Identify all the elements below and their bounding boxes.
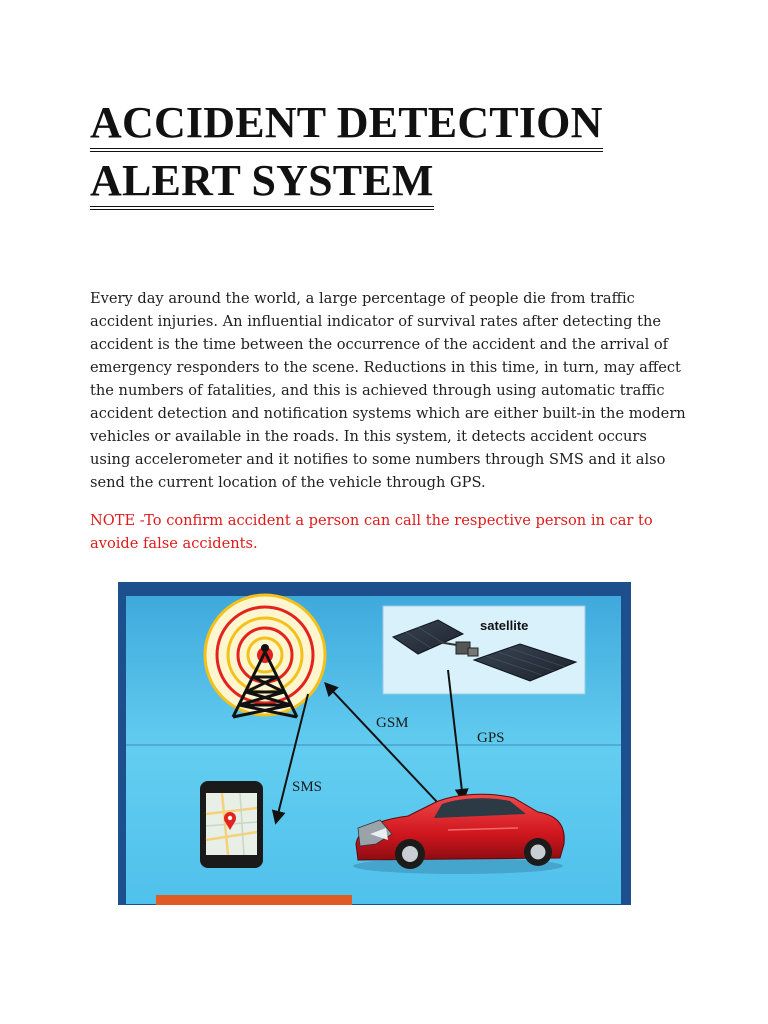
note-paragraph: NOTE -To confirm accident a person can call the respective person in car to avoide false accidents. <box>90 512 653 552</box>
page-title <box>90 94 730 210</box>
system-diagram <box>118 582 631 905</box>
phone-icon <box>200 781 263 868</box>
sms-label: SMS <box>292 779 323 795</box>
body-paragraph: Every day around the world, a large percentage of people die from traffic accident injuries. An influential indicator of survival rates after detecting the accident is the time between the occurrence of the accident and the arrival of emergency responders to the scene. Reductions in this time, in turn, may affect the numbers of fatalities, and this is achieved through using automatic traffic accident detection and notification systems which are either built-in the modern vehicles or available in the roads. In this system, it detects accident occurs using accelerometer and it notifies to some numbers through SMS and it also send the current location of the vehicle through GPS. <box>90 290 686 491</box>
title-line-2: ALERT SYSTEM <box>90 156 434 210</box>
satellite-icon <box>383 606 585 694</box>
title-line-1: ACCIDENT DETECTION <box>90 98 603 152</box>
gsm-label: GSM <box>376 715 409 731</box>
satellite-label: satellite <box>480 618 529 633</box>
gps-label: GPS <box>477 730 505 746</box>
